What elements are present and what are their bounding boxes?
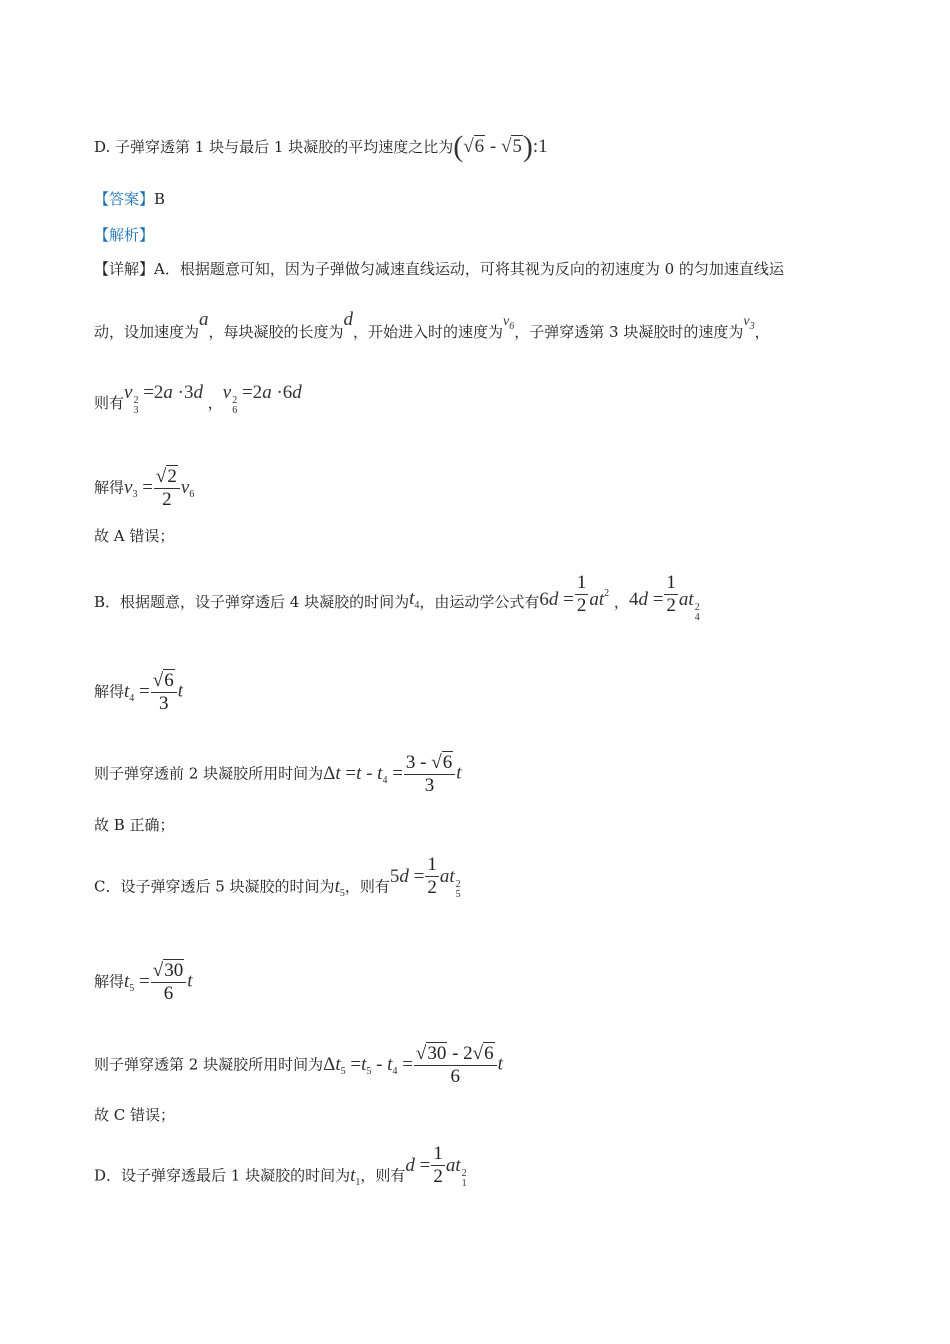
ratio-expr: (√6 - √5):1: [453, 130, 548, 163]
c-conclusion: 故 C 错误；: [94, 1106, 176, 1124]
detail-line-2: 动，设加速度为a，每块凝胶的长度为d，开始进入时的速度为$v_6$，子弹穿透第 3 块凝胶时的速度为$v_3$，: [94, 309, 770, 341]
analysis-label: 【解析】: [94, 226, 155, 244]
b-line-2: 解得$t_4$ = $\frac{√6}{3}$ t: [94, 670, 183, 714]
a-conclusion: 故 A 错误；: [94, 527, 175, 545]
detail-line-1: 【详解】A．根据题意可知，因为子弹做匀减速直线运动，可将其视为反向的初速度为 0 的匀加速直线运: [94, 260, 784, 278]
c-line-2: 解得$t_5$ = $\frac{√30}{6}$ t: [94, 960, 193, 1004]
b-line-3: 则子弹穿透前 2 块凝胶所用时间为$\Delta t =t - t_4$ = $\frac{3 - √6}{3}$ t: [94, 752, 462, 796]
c-line-1: C．设子弹穿透后 5 块凝胶的时间为$t_5$，则有5d = $\frac{1}{2}$ at 2 5: [94, 854, 461, 900]
b-line-1: B．根据题意，设子弹穿透后 4 块凝胶的时间为$t_4$，由运动学公式有6d = $\frac{1}{2}$ $at^2$ ，4d = $\frac{1}{2}$ at 2 4: [94, 571, 700, 623]
option-d: D. 子弹穿透第 1 块与最后 1 块凝胶的平均速度之比为(√6 - √5):1: [94, 130, 548, 163]
d-line-1: D．设子弹穿透最后 1 块凝胶的时间为$t_1$，则有d = $\frac{1}{2}$ at 2 1: [94, 1143, 467, 1189]
b-conclusion: 故 B 正确；: [94, 816, 175, 834]
c-line-3: 则子弹穿透第 2 块凝胶所用时间为$\Delta t_5 =t_5 - t_4$ = $\frac{√30 - 2√6}{6}$ t: [94, 1043, 503, 1087]
answer-line: 【答案】B: [94, 190, 166, 208]
eq-line-2: 解得$v_3$ = $\frac{√2}{2}$ $v_6$: [94, 466, 195, 510]
eq-line-1: 则有v 2 3 =2a ·3d ，v 2 6 =2a ·6d: [94, 382, 302, 416]
